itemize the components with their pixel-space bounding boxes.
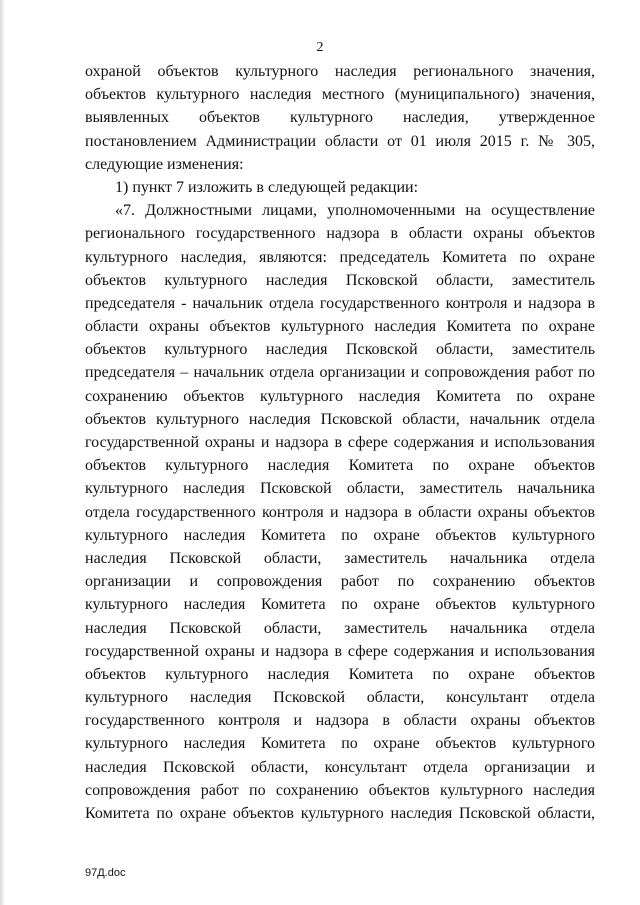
text-line: объектов культурного наследия Псковской области, заместитель bbox=[85, 341, 595, 359]
text-line: объектов культурного наследия Комитета по охране объектов bbox=[85, 665, 595, 683]
text-line: области охраны объектов культурного наследия Комитета по охране bbox=[85, 318, 595, 336]
text-line: следующие изменения: bbox=[85, 155, 244, 173]
text-line: культурного наследия Комитета по охране объектов культурного bbox=[85, 735, 595, 753]
text-line: государственной охраны и надзора в сфере содержания и использования bbox=[85, 434, 595, 451]
text-line: культурного наследия Комитета по охране объектов культурного bbox=[85, 596, 595, 614]
footer-filename: 97Д.doc bbox=[85, 867, 126, 879]
text-line: наследия Псковской области, заместитель начальника отдела bbox=[85, 549, 595, 567]
text-line: культурного наследия Псковской области, консультант отдела bbox=[85, 689, 595, 707]
text-line: государственной охраны и надзора в сфере содержания и использования bbox=[85, 642, 595, 660]
scan-edge-shadow bbox=[0, 0, 5, 905]
text-line: наследия Псковской области, консультант отдела организации и bbox=[85, 758, 595, 776]
text-line: Комитета по охране объектов культурного наследия Псковской области, bbox=[85, 805, 595, 822]
text-line: сохранению объектов культурного наследия Комитета по охране bbox=[85, 387, 595, 405]
text-line: отдела государственного контроля и надзора в области охраны объектов bbox=[85, 503, 595, 521]
text-line: 1) пункт 7 изложить в следующей редакции: bbox=[115, 178, 419, 196]
text-line: регионального государственного надзора в области охраны объектов bbox=[85, 225, 595, 243]
text-line: государственного контроля и надзора в области охраны объектов bbox=[85, 712, 595, 730]
text-line: «7. Должностными лицами, уполномоченными на осуществление bbox=[115, 202, 595, 220]
text-line: культурного наследия Комитета по охране объектов культурного bbox=[85, 526, 595, 544]
page-number: 2 bbox=[316, 40, 324, 55]
text-line: выявленных объектов культурного наследия, утвержденное bbox=[85, 109, 595, 127]
text-line: охраной объектов культурного наследия регионального значения, bbox=[85, 63, 595, 80]
text-line: сопровождения работ по сохранению объектов культурного наследия bbox=[85, 781, 595, 799]
text-line: наследия Псковской области, заместитель начальника отдела bbox=[85, 619, 595, 637]
text-line: объектов культурного наследия Комитета по охране объектов bbox=[85, 457, 595, 475]
text-line: председателя – начальник отдела организации и сопровождения работ по bbox=[85, 364, 595, 382]
document-body bbox=[85, 60, 595, 825]
text-line: культурного наследия Псковской области, заместитель начальника bbox=[85, 480, 595, 498]
text-line: организации и сопровождения работ по сохранению объектов bbox=[85, 573, 595, 591]
text-line: объектов культурного наследия Псковской области, начальник отдела bbox=[85, 410, 595, 428]
text-line: культурного наследия, являются: председатель Комитета по охране bbox=[85, 248, 595, 266]
text-line: объектов культурного наследия местного (муниципального) значения, bbox=[85, 86, 595, 104]
text-line: председателя - начальник отдела государственного контроля и надзора в bbox=[85, 294, 595, 312]
text-line: постановлением Администрации области от 01 июля 2015 г. № 305, bbox=[85, 132, 595, 150]
text-line: объектов культурного наследия Псковской области, заместитель bbox=[85, 271, 595, 289]
